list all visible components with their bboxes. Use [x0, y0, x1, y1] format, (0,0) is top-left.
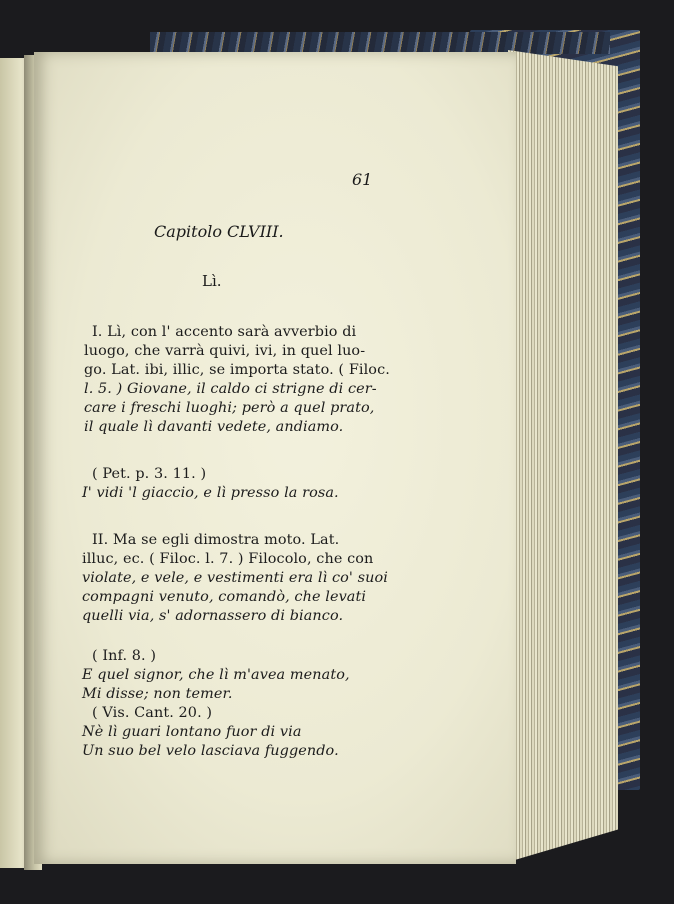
text-line: l. 5. ) Giovane, il caldo ci strigne di cer- — [84, 381, 377, 397]
text-line: I. Lì, con l' accento sarà avverbio di — [92, 324, 357, 340]
page-number: 61 — [352, 170, 373, 189]
verse-line: Mi disse; non temer. — [82, 686, 233, 702]
page-stack-edges — [508, 50, 618, 862]
text-line: violate, e vele, e vestimenti era lì co' suoi — [82, 570, 388, 586]
text-line: compagni venuto, comandò, che levati — [82, 589, 367, 605]
text-line: go. Lat. ibi, illic, se importa stato. ( Filoc. — [84, 362, 390, 378]
citation: ( Inf. 8. ) — [92, 648, 157, 664]
citation: ( Pet. p. 3. 11. ) — [92, 466, 207, 482]
text-line: illuc, ec. ( Filoc. l. 7. ) Filocolo, che con — [82, 551, 374, 567]
verse-line: I' vidi 'l giaccio, e lì presso la rosa. — [82, 485, 339, 501]
cover-top-edge — [150, 32, 610, 54]
verse-line: E quel signor, che lì m'avea menato, — [82, 667, 350, 683]
verse-line: Un suo bel velo lasciava fuggendo. — [82, 743, 339, 759]
text-line: quelli via, s' adornassero di bianco. — [82, 608, 344, 624]
text-line: il quale lì davanti vedete, andiamo. — [84, 419, 344, 435]
text-line: II. Ma se egli dimostra moto. Lat. — [92, 532, 340, 548]
verse-line: Nè lì guari lontano fuor di via — [82, 724, 302, 740]
text-line: care i freschi luoghi; però a quel prato, — [84, 400, 375, 416]
headword: Lì. — [202, 272, 222, 290]
book-page — [34, 52, 516, 864]
text-line: luogo, che varrà quivi, ivi, in quel luo- — [84, 343, 366, 359]
citation: ( Vis. Cant. 20. ) — [92, 705, 213, 721]
chapter-title: Capitolo CLVIII. — [154, 222, 284, 241]
